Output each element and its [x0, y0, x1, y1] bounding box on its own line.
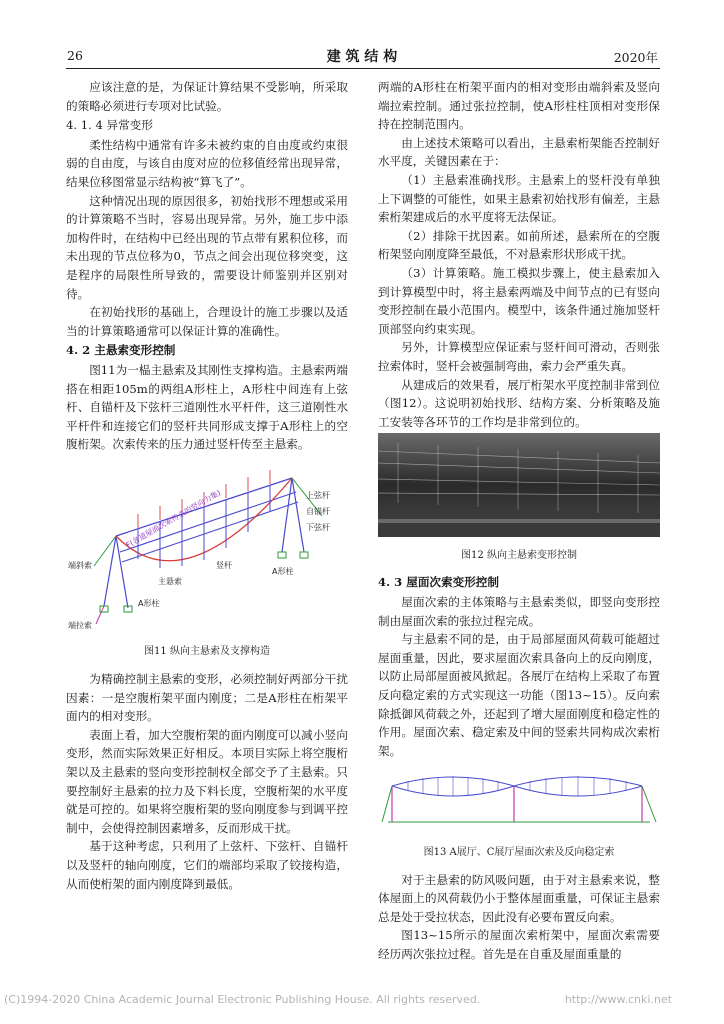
label-end-tie: 端拉索 — [68, 620, 92, 630]
section-heading: 4. 3 屋面次索变形控制 — [378, 575, 499, 590]
journal-title: 建 筑 结 构 — [326, 49, 398, 65]
hall-photo — [378, 433, 660, 537]
figure-12-caption: 图12 纵向主悬索变形控制 — [461, 549, 577, 561]
list-item: （3）计算策略。施工模拟步骤上，使主悬索加入到计算模型中时，将主悬索两端及中间节点的已有竖向变形控制在最小范围内。模型中，该条件通过施加竖杆顶部竖向约束实现。 — [378, 265, 660, 336]
section-heading: 4. 2 主悬索变形控制 — [66, 343, 176, 358]
label-vertical: 竖杆 — [216, 560, 232, 570]
right-column — [378, 78, 660, 964]
paragraph: 对于主悬索的防风吸问题，由于对主悬索来说，整体屋面上的风荷载仍小于整体屋面重量，可保证主悬索总是处于受拉状态，因此没有必要布置反向索。 — [378, 872, 660, 924]
force-label: F(各道屋面次索传来的竖向力集) — [124, 487, 223, 550]
paragraph: 从建成后的效果看，展厅桁架水平度控制非常到位（图12）。这说明初始找形、结构方案、分析策略及施工安装等各环节的工作均是非常到位的。 — [378, 377, 660, 429]
paragraph: 两端的A形柱在桁架平面内的相对变形由端斜索及竖向端拉索控制。通过张拉控制，使A形柱柱顶相对变形保持在控制范围内。 — [378, 80, 660, 132]
main-cable-diagram — [66, 456, 348, 634]
label-a-frame-right: A形柱 — [272, 566, 294, 576]
paragraph: 与主悬索不同的是，由于局部屋面风荷载可能超过屋面重量，因此，要求屋面次索具备向上的反向刚度，以防止局部屋面被风掀起。各展厅在结构上采取了布置反向稳定索的方式实现这一功能（图13~15）。反向索除抵御风荷载之外，还起到了增大屋面刚度和稳定性的作用。屋面次索、稳定索及中间的竖索共同构成次索桁架。 — [378, 632, 660, 758]
label-end-diagonal: 端斜索 — [68, 560, 92, 570]
footer-url: http://www.cnki.net — [564, 993, 672, 1006]
paragraph: 柔性结构中通常有许多未被约束的自由度或约束很弱的自由度，与该自由度对应的位移值经常出现异常，结果位移图常显示结构被“算飞了”。 — [66, 137, 348, 189]
paragraph: 表面上看，加大空腹桁架的面内刚度可以减小竖向变形，然而实际效果正好相反。本项目实际上将空腹桁架以及主悬索的竖向变形控制权全部交予了主悬索。只要控制好主悬索的拉力及下料长度，空腹桁架的水平度就是可控的。如果将空腹桁架的竖向刚度参与到调平控制中，会使得控制因素增多，反而形成干扰。 — [66, 727, 348, 835]
paragraph: 基于这种考虑，只利用了上弦杆、下弦杆、自锚杆以及竖杆的轴向刚度，它们的端部均采取了铰接构造，从而使桁架的面内刚度降到最低。 — [66, 839, 348, 891]
paragraph: 应该注意的是，为保证计算结果不受影响，所采取的策略必须进行专项对比试验。 — [66, 80, 348, 113]
paragraph: 由上述技术策略可以看出，主悬索桁架能否控制好水平度，关键因素在于： — [378, 135, 660, 169]
paragraph: 为精确控制主悬索的变形，必须控制好两部分干扰因素：一是空腹桁架平面内刚度；二是A形柱在桁架平面内的相对变形。 — [66, 672, 348, 724]
paragraph: 屋面次索的主体策略与主悬索类似，即竖向变形控制由屋面次索的张拉过程完成。 — [378, 595, 660, 628]
figure-11-caption: 图11 纵向主悬索及支撑构造 — [144, 646, 270, 658]
paragraph: 在初始找形的基础上，合理设计的施工步骤以及适当的计算策略通常可以保证计算的准确性。 — [66, 305, 348, 338]
label-top-chord: 上弦杆 — [306, 490, 330, 500]
paragraph: 图11为一榀主悬索及其刚性支撑构造。主悬索两端搭在相距105m的两组A形柱上，A形柱中间连有上弦杆、自锚杆及下弦杆三道刚性水平杆件，这三道刚性水平杆件和连接它们的竖杆共同形成支撑于A形柱上的空腹桁架。次索传来的压力通过竖杆传至主悬索。 — [66, 362, 348, 452]
paragraph: 图13~15所示的屋面次索桁架中，屋面次索需要经历两次张拉过程。首先是在自重及屋面重量的 — [378, 928, 660, 961]
figure-11 — [66, 456, 348, 640]
list-item: （1）主悬索准确找形。主悬索上的竖杆没有单独上下调整的可能性，如果主悬索初始找形有偏差，主悬索桁架建成后的水平度将无法保证。 — [378, 172, 660, 225]
label-bottom-chord: 下弦杆 — [306, 522, 330, 532]
label-self-anchor: 自锚杆 — [306, 506, 330, 516]
year: 2020年 — [613, 50, 658, 65]
label-main-cable: 主悬索 — [158, 576, 182, 586]
label-a-frame-left: A形柱 — [138, 598, 160, 608]
figure-12 — [378, 433, 660, 543]
figure-13-caption: 图13 A展厅、C展厅屋面次索及反向稳定索 — [423, 847, 615, 858]
page-number: 26 — [67, 48, 83, 63]
paragraph: 另外，计算模型应保证索与竖杆间可滑动，否则张拉索体时，竖杆会被强制弯曲，索力会严重失真。 — [378, 340, 660, 373]
secondary-cable-diagram — [378, 762, 660, 834]
left-column — [66, 78, 348, 893]
figure-13 — [378, 762, 660, 840]
paragraph: 这种情况出现的原因很多，初始找形不理想或采用的计算策略不当时，容易出现异常。另外，施工步中添加构件时，在结构中已经出现的节点带有累积位移，而未出现的节点位移为0，节点之间会出现位移突变，这是程序的局限性所导致的，需要设计师鉴别并区别对待。 — [66, 193, 348, 301]
list-item: （2）排除干扰因素。如前所述，悬索所在的空腹桁架竖向刚度降至最低，不对悬索形状形成干扰。 — [378, 228, 660, 262]
header-rule — [66, 68, 660, 69]
copyright: (C)1994-2020 China Academic Journal Electronic Publishing House. All rights reserved. — [4, 993, 481, 1006]
section-heading: 4. 1. 4 异常变形 — [66, 118, 153, 133]
